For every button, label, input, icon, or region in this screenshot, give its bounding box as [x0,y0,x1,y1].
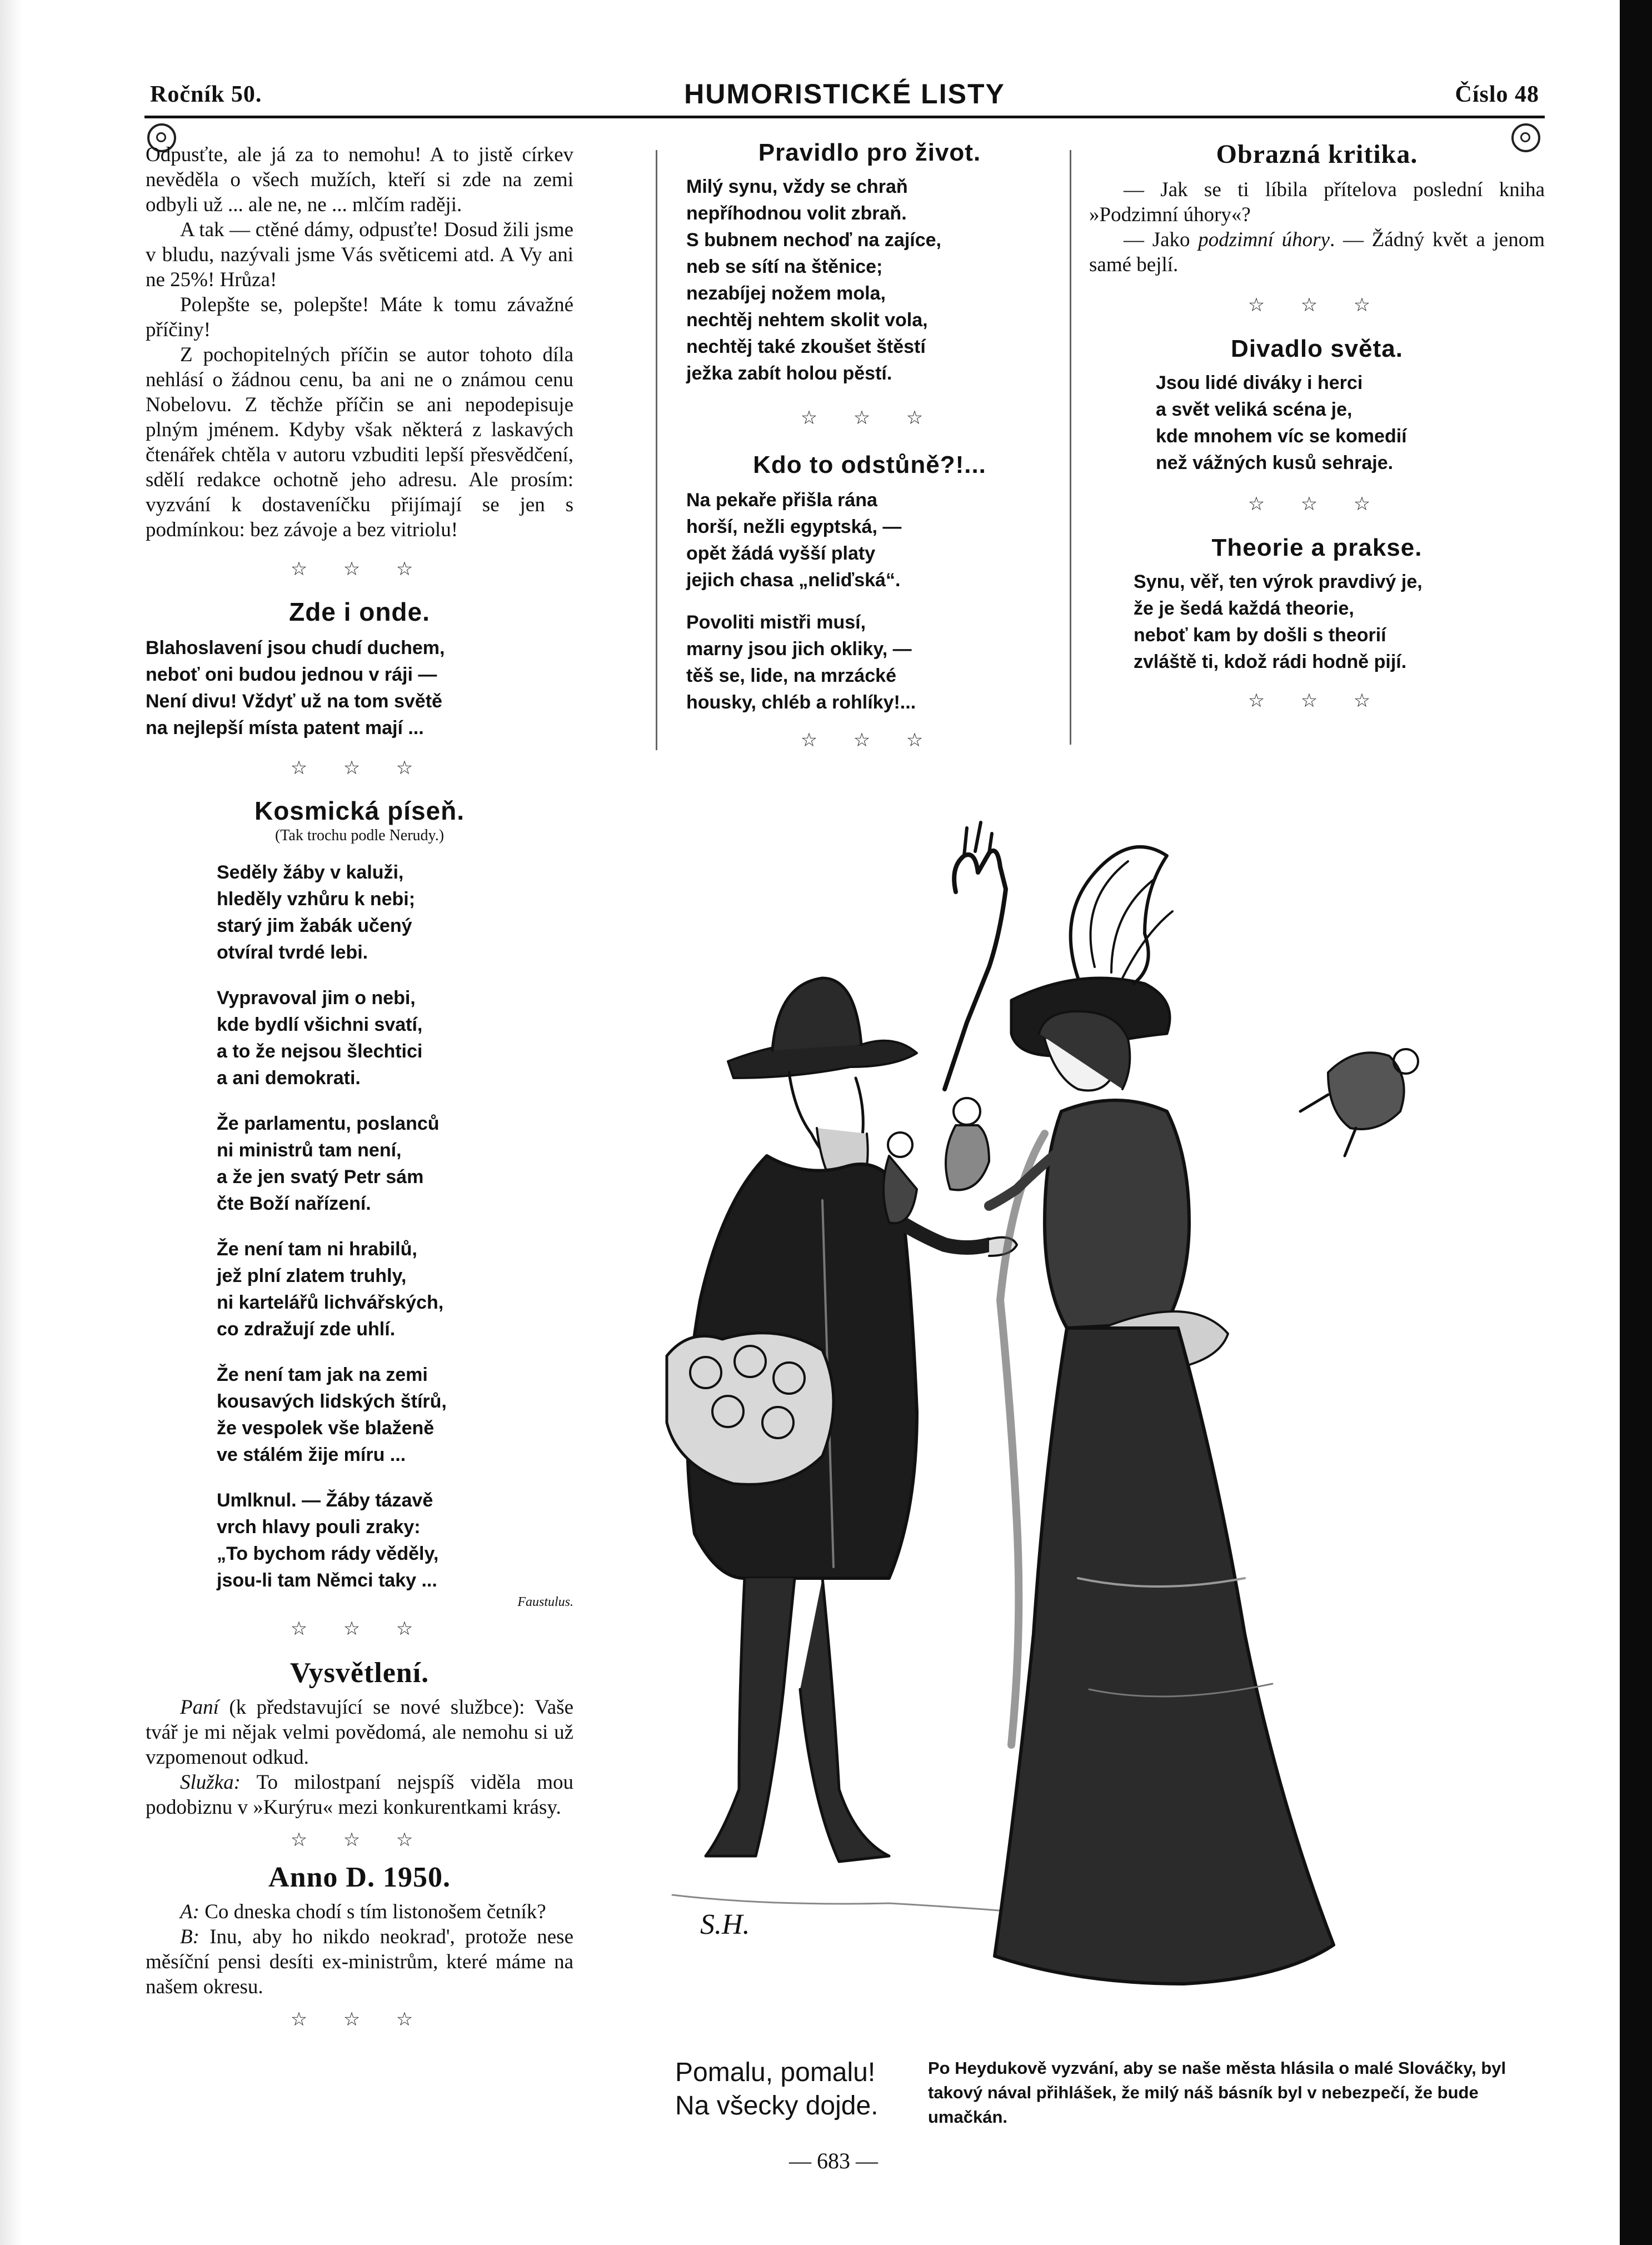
verse-line: že je šedá každá theorie, [1134,598,1354,619]
section-separator: ☆ ☆ ☆ [290,559,429,580]
illustration-caption-left: Pomalu, pomalu! Na všecky dojde. [675,2058,879,2121]
column-divider [1070,150,1071,745]
column-right [1089,139,1545,729]
verse-line: nechtěj nehtem skolit vola, [686,310,928,331]
verse-line: Není divu! Vždyť už na tom světě [146,691,442,712]
stanza [217,1361,573,1468]
verse-line: Milý synu, vždy se chraň [686,176,908,197]
verse-line: Že parlamentu, poslanců [217,1113,440,1134]
text-run: . — Žádný květ a jenom samé bejlí. [1089,228,1545,276]
column-left [146,139,573,2047]
speaker-text: Co dneska chodí s tím listonošem četník? [199,1900,546,1923]
obrazna-paragraph [1089,227,1545,277]
verse-line: Že není tam jak na zemi [217,1364,428,1385]
verse-line: Na pekaře přišla rána [686,490,877,511]
dialogue-paragraph [146,1695,573,1770]
illustration-caption-right: Po Heydukově vyzvání, aby se naše města hlásila o malé Slováčky, byl takový nával přihlášek, že milý náš básník byl v nebezpečí, že bude umačkán. [928,2058,1506,2127]
verse-line: na nejlepší místa patent mají ... [146,717,424,739]
verse-line: opět žádá vyšší platy [686,543,876,564]
dialogue-paragraph [146,1899,573,1924]
kosmicka-psen-title: Kosmická píseň. [254,796,465,825]
vysvetleni-title: Vysvětlení. [290,1657,430,1689]
verse-line: jejich chasa „neliďská“. [686,570,901,591]
verse-line: vrch hlavy pouli zraky: [217,1516,421,1538]
page-number: — 683 — [789,2148,878,2173]
verse-line: otvíral tvrdé lebi. [217,942,368,963]
verse-line: co zdražují zde uhlí. [217,1319,396,1340]
kosmicka-psen-subtitle: (Tak trochu podle Nerudy.) [274,827,445,844]
zde-i-onde-title: Zde i onde. [289,597,430,626]
verse-line: těš se, lide, na mrzácké [686,665,896,686]
verse-line: a že jen svatý Petr sám [217,1166,424,1188]
verse-line: neb se sítí na štěnice; [686,256,883,277]
cartoon-illustration [656,800,1545,2106]
verse-line: zvláště ti, kdož rádi hodně pijí. [1134,651,1407,672]
verse-line: Jsou lidé diváky i herci [1156,372,1363,393]
verse-line: jsou-li tam Němci taky ... [217,1570,437,1591]
verse-line: kousavých lidských štírů, [217,1391,447,1412]
verse-line: neboť oni budou jednou v ráji — [146,664,437,685]
stanza [217,859,573,966]
verse-line: než vážných kusů sehraje. [1156,452,1394,473]
verse-line: a to že nejsou šlechtici [217,1041,423,1062]
divadlo-sveta-title: Divadlo světa. [1231,335,1403,362]
verse-line: kde mnohem víc se komedií [1156,426,1407,447]
verse-line: starý jim žabák učený [217,915,412,936]
scan-edge-left [0,0,22,2245]
page-header [150,78,1539,117]
verse-line: Že není tam ni hrabilů, [217,1239,417,1260]
verse-line: Povoliti mistři musí, [686,612,866,633]
pravidlo-verse [686,173,1053,387]
kdo-to-odstune-verse [686,487,1053,716]
dialogue-paragraph [146,1770,573,1820]
verse-line: kde bydlí všichni svatí, [217,1014,423,1035]
verse-line: marny jsou jich okliky, — [686,638,912,660]
verse-line: neboť kam by došli s theorií [1134,625,1386,646]
column-middle [686,139,1053,768]
stanza [686,487,1053,593]
stanza [217,1236,573,1343]
stanza [217,985,573,1091]
stanza [217,1110,573,1217]
section-separator: ☆ ☆ ☆ [290,2009,429,2030]
section-separator: ☆ ☆ ☆ [290,1830,429,1850]
speaker-name: Služka: [180,1771,241,1794]
stanza [217,1487,573,1594]
verse-line: a ani demokrati. [217,1067,361,1089]
verse-line: ježka zabít holou pěstí. [686,363,892,384]
anno-title: Anno D. 1950. [268,1862,451,1893]
verse-line: Synu, věř, ten výrok pravdivý je, [1134,571,1423,592]
pravidlo-title: Pravidlo pro život. [758,139,981,166]
intro-paragraph: A tak — ctěné dámy, odpusťte! Dosud žili jsme v bludu, nazývali jsme Vás světicemi atd. A Vy ani ne 25%! Hrůza! [146,218,573,291]
section-separator: ☆ ☆ ☆ [1247,691,1386,711]
obrazna-paragraph: — Jak se ti líbila přítelova poslední kniha »Podzimní úhory«? [1089,178,1545,226]
intro-paragraph: Polepšte se, polepšte! Máte k tomu závažné příčiny! [146,293,573,341]
verse-line: ni ministrů tam není, [217,1140,402,1161]
text-run: — Jako [1124,228,1199,251]
verse-line: „To bychom rády věděly, [217,1543,439,1564]
verse-line: horší, nežli egyptská, — [686,516,902,537]
dialogue-paragraph [146,1924,573,1999]
verse-line: nepříhodnou volit zbraň. [686,203,907,224]
verse-line: S bubnem nechoď na zajíce, [686,230,941,251]
teorie-a-prakse-title: Theorie a prakse. [1211,534,1423,561]
verse-line: Blahoslavení jsou chudí duchem, [146,637,445,658]
intro-paragraph: Odpusťte, ale já za to nemohu! A to jistě církev nevěděla o všech mužích, kteří si zde na zemi odbyli už ... ale ne, ne ... mlčím raději. [146,143,573,216]
intro-paragraph: Z pochopitelných příčin se autor tohoto díla nehlásí o žádnou cenu, ba ani ne o známou cenu Nobelovu. Z těchže příčin se ani nepodepisuje plným jménem. Kdyby však některá z laskavých čtenářek chtěla v autoru vzbuditi lepší přesvědčení, sdělí redakce ochotně jeho adresu. Ale prosím: vyzvání k dostaveníčku přijímají se jen s podmínkou: bez závoje a bez vitriolu! [146,343,573,541]
stanza [686,609,1053,716]
verse-line: že vespolek vše blaženě [217,1418,435,1439]
speaker-name: Paní [180,1696,219,1719]
artist-monogram: S.H. [700,1909,750,1940]
speaker-text: Inu, aby ho nikdo neokrad', protože nese měsíční pensi desíti ex-ministrům, které máme na našem okresu. [146,1925,573,1998]
verse-line: jež plní zlatem truhly, [217,1265,407,1286]
header-rule [144,116,1545,118]
kdo-to-odstune-title: Kdo to odstůně?!... [753,451,986,478]
section-separator: ☆ ☆ ☆ [1247,295,1386,316]
obrazna-kritika-title: Obrazná kritika. [1216,139,1418,169]
speaker-text: To milostpaní nejspíš viděla mou podobiznu v »Kurýru« mezi konkurentkami krásy. [146,1771,573,1819]
masthead-title: HUMORISTICKÉ LISTY [684,78,1005,109]
italic-text: podzimní úhory [1198,228,1330,251]
verse-line: Seděly žáby v kaluži, [217,862,404,883]
section-separator: ☆ ☆ ☆ [800,730,939,751]
verse-line: housky, chléb a rohlíky!... [686,692,916,713]
teorie-a-prakse-verse [1089,568,1545,675]
verse-line: a svět veliká scéna je, [1156,399,1352,420]
section-separator: ☆ ☆ ☆ [290,758,429,779]
speaker-name: B: [180,1925,199,1948]
poem-signature: Faustulus. [517,1595,573,1609]
kosmicka-psen-verse [146,859,573,1594]
verse-line: Vypravoval jim o nebi, [217,987,416,1009]
column-divider [656,150,657,750]
volume-label: Ročník 50. [150,82,262,107]
verse-line: ni kartelářů lichvářských, [217,1292,444,1313]
section-separator: ☆ ☆ ☆ [1247,494,1386,515]
speaker-text: (k představující se nové službce): Vaše tvář je mi nějak velmi povědomá, ale nemohu si už vzpomenout odkud. [146,1696,573,1769]
scan-edge-right [1620,0,1652,2245]
section-separator: ☆ ☆ ☆ [800,408,939,428]
verse-line: nechtěj také zkoušet štěstí [686,336,926,357]
zde-i-onde-verse [146,635,573,741]
issue-label: Číslo 48 [1455,82,1539,107]
verse-line: nezabíjej nožem mola, [686,283,886,304]
verse-line: ve stálém žije míru ... [217,1444,406,1465]
verse-line: čte Boží nařízení. [217,1193,371,1214]
divadlo-sveta-verse [1089,370,1545,476]
verse-line: hleděly vzhůru k nebi; [217,889,416,910]
section-separator: ☆ ☆ ☆ [290,1619,429,1639]
verse-line: Umlknul. — Žáby tázavě [217,1490,433,1511]
speaker-name: A: [180,1900,199,1923]
